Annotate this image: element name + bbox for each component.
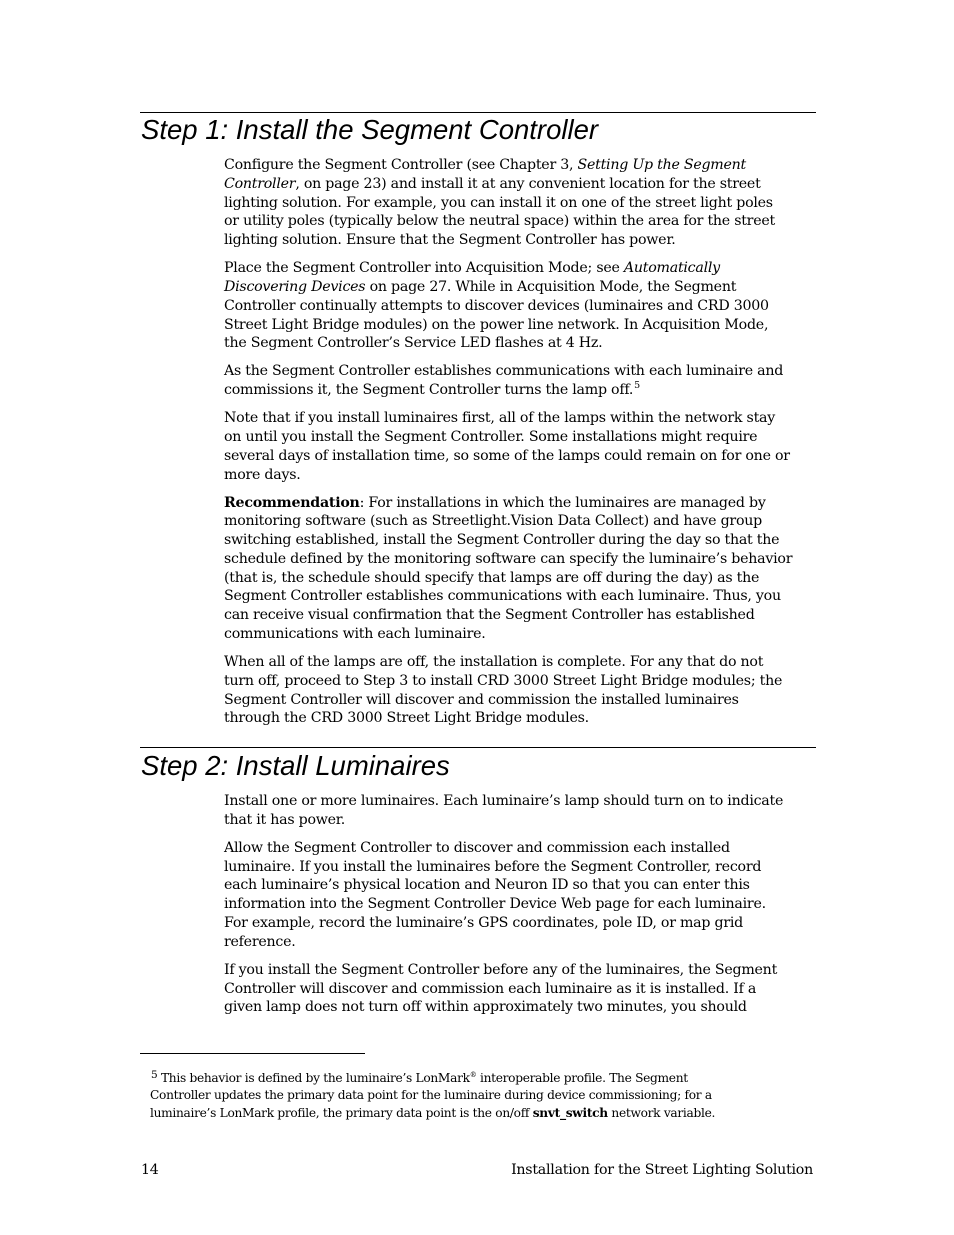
running-title: Installation for the Street Lighting Solution — [511, 1162, 813, 1178]
paragraph — [224, 259, 816, 353]
text-line — [224, 961, 816, 980]
text-line — [150, 1087, 816, 1104]
text-line — [224, 259, 816, 278]
text-line — [224, 625, 816, 644]
text-line — [224, 447, 816, 466]
text-run: As the Segment Controller establishes communications with each luminaire and — [224, 363, 784, 380]
text-line — [224, 933, 816, 952]
text-run: This behavior is defined by the luminaire’s LonMark — [157, 1071, 470, 1085]
recommendation-paragraph — [224, 494, 816, 644]
text-line — [224, 792, 816, 811]
text-line — [224, 672, 816, 691]
text-run: or utility poles (typically below the neutral space) within the area for the street — [224, 213, 775, 230]
italic-text: Automatically — [623, 260, 720, 277]
text-run: Note that if you install luminaires first, all of the lamps within the network stay — [224, 410, 775, 427]
paragraph — [224, 409, 816, 484]
text-run: given lamp does not turn off within approximately two minutes, you should — [224, 999, 747, 1016]
text-run: on page 27. While in Acquisition Mode, the Segment — [365, 278, 737, 295]
text-line — [224, 606, 816, 625]
text-line — [224, 156, 816, 175]
text-run: If you install the Segment Controller before any of the luminaires, the Segment — [224, 961, 778, 978]
text-run: Allow the Segment Controller to discover and commission each installed — [224, 839, 730, 856]
text-line — [224, 278, 816, 297]
text-run: on until you install the Segment Controller. Some installations might require — [224, 428, 758, 445]
text-line — [224, 839, 816, 858]
text-run: communications with each luminaire. — [224, 626, 486, 643]
text-run: Controller updates the primary data point for the luminaire during device commissioning; for a — [150, 1088, 712, 1103]
text-run: turn off, proceed to Step 3 to install CRD 3000 Street Light Bridge modules; the — [224, 672, 783, 689]
text-line — [224, 428, 816, 447]
text-line — [224, 334, 816, 353]
text-run: Controller will discover and commission each luminaire as it is installed. If a — [224, 980, 757, 997]
text-line — [224, 709, 816, 728]
bold-text: snvt_switch — [532, 1105, 608, 1120]
text-run: that it has power. — [224, 811, 346, 828]
text-line — [150, 1105, 816, 1122]
text-line — [224, 998, 816, 1017]
text-line — [224, 512, 816, 531]
paragraph — [224, 362, 816, 400]
text-run: Install one or more luminaires. Each luminaire’s lamp should turn on to indicate — [224, 793, 784, 809]
text-line — [224, 569, 816, 588]
italic-text: Controller — [224, 175, 296, 192]
text-line — [224, 466, 816, 485]
text-line — [224, 409, 816, 428]
text-line — [224, 653, 816, 672]
text-run: (that is, the schedule should specify that lamps are off during the day) as the — [224, 569, 760, 586]
text-run: through the CRD 3000 Street Light Bridge modules. — [224, 710, 589, 727]
text-line — [224, 980, 816, 999]
text-line — [224, 212, 816, 231]
text-run: : For installations in which the luminaires are managed by — [359, 494, 766, 511]
text-run: network variable. — [607, 1105, 716, 1120]
text-run: schedule defined by the monitoring software can specify the luminaire’s behavior — [224, 550, 793, 567]
text-line — [224, 876, 816, 895]
text-run: monitoring software (such as Streetlight.Vision Data Collect) and have group — [224, 513, 762, 530]
text-line — [224, 297, 816, 316]
text-run: Place the Segment Controller into Acquisition Mode; see — [224, 260, 624, 277]
text-line — [224, 362, 816, 381]
text-run: luminaire. If you install the luminaires before the Segment Controller, record — [224, 858, 762, 875]
text-run: switching established, install the Segment Controller during the day so that the — [224, 532, 780, 549]
section-2-rule — [140, 747, 816, 748]
italic-text: Setting Up the Segment — [577, 157, 746, 173]
text-line — [224, 231, 816, 250]
section-2-body — [224, 792, 816, 1017]
text-line — [150, 1070, 816, 1087]
text-run: Segment Controller will discover and commission the installed luminaires — [224, 691, 739, 708]
text-line — [224, 316, 816, 335]
text-run: Controller continually attempts to discover devices (luminaires and CRD 3000 — [224, 297, 769, 314]
text-run: interoperable profile. The Segment — [476, 1071, 688, 1085]
text-run: several days of installation time, so some of the lamps could remain on for one or — [224, 447, 790, 464]
text-line — [224, 811, 816, 830]
text-run: each luminaire’s physical location and Neuron ID so that you can enter this — [224, 877, 750, 894]
text-line — [224, 550, 816, 569]
section-1-rule — [140, 112, 816, 113]
text-line — [224, 858, 816, 877]
text-line — [224, 531, 816, 550]
bold-text: Recommendation — [224, 494, 360, 511]
text-run: For example, record the luminaire’s GPS coordinates, pole ID, or map grid — [224, 914, 743, 931]
section-1-body — [224, 156, 816, 728]
italic-text: Discovering Devices — [224, 278, 366, 295]
text-run: , on page 23) and install it at any convenient location for the street — [295, 175, 761, 192]
text-run: information into the Segment Controller Device Web page for each luminaire. — [224, 896, 766, 913]
paragraph — [224, 653, 816, 728]
text-line — [224, 691, 816, 710]
registered-mark: ® — [469, 1071, 477, 1079]
text-run: more days. — [224, 466, 301, 483]
paragraph — [224, 792, 816, 830]
paragraph — [224, 156, 816, 250]
footnote-separator — [140, 1053, 365, 1054]
text-run: Configure the Segment Controller (see Chapter 3, — [224, 157, 578, 173]
text-run: Street Light Bridge modules) on the power line network. In Acquisition Mode, — [224, 316, 769, 333]
footnote — [150, 1070, 816, 1122]
text-run: luminaire’s LonMark profile, the primary data point is the on/off — [150, 1105, 533, 1120]
text-line — [224, 895, 816, 914]
text-line — [224, 587, 816, 606]
section-1-heading: Step 1: Install the Segment Controller — [141, 114, 599, 145]
text-line — [224, 194, 816, 213]
text-line — [224, 494, 816, 513]
paragraph — [224, 839, 816, 952]
footnote-marker: 5 — [634, 380, 640, 392]
text-run: the Segment Controller’s Service LED flashes at 4 Hz. — [224, 335, 603, 352]
paragraph — [224, 961, 816, 1017]
text-line — [224, 381, 816, 400]
text-run: lighting solution. For example, you can install it on one of the street light poles — [224, 194, 773, 211]
section-2-heading: Step 2: Install Luminaires — [141, 750, 450, 781]
text-run: Segment Controller establishes communications with each luminaire. Thus, you — [224, 588, 781, 605]
page-number: 14 — [141, 1162, 159, 1178]
text-run: lighting solution. Ensure that the Segment Controller has power. — [224, 232, 676, 249]
text-line — [224, 175, 816, 194]
text-run: commissions it, the Segment Controller turns the lamp off. — [224, 382, 634, 399]
text-run: can receive visual confirmation that the Segment Controller has established — [224, 607, 755, 624]
page-footer — [141, 1160, 813, 1180]
footnote-marker: 5 — [151, 1069, 158, 1081]
text-run: reference. — [224, 933, 296, 950]
text-run: When all of the lamps are off, the installation is complete. For any that do not — [224, 654, 764, 671]
text-line — [224, 914, 816, 933]
